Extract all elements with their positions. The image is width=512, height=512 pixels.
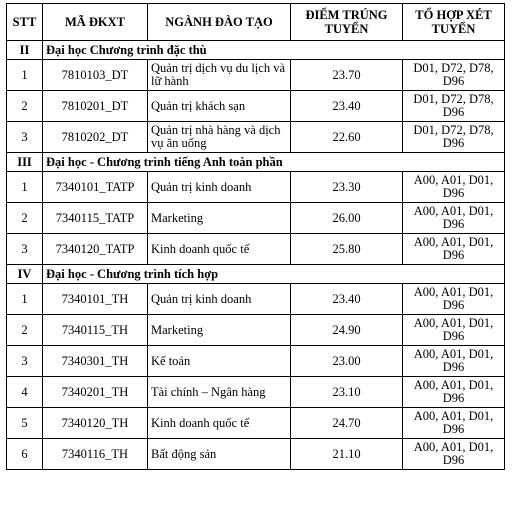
table-row xyxy=(7,172,505,203)
row-major: Quản trị kinh doanh xyxy=(148,284,291,315)
row-major: Marketing xyxy=(148,203,291,234)
row-code: 7340120_TATP xyxy=(43,234,148,265)
row-stt: 4 xyxy=(7,377,43,408)
row-stt: 3 xyxy=(7,346,43,377)
header-stt: STT xyxy=(7,4,43,41)
row-stt: 1 xyxy=(7,284,43,315)
row-score: 23.70 xyxy=(291,60,403,91)
table-body xyxy=(7,41,505,470)
row-stt: 2 xyxy=(7,203,43,234)
section-row xyxy=(7,41,505,60)
row-score: 24.90 xyxy=(291,315,403,346)
row-major: Marketing xyxy=(148,315,291,346)
table-row xyxy=(7,315,505,346)
row-stt: 1 xyxy=(7,60,43,91)
row-stt: 1 xyxy=(7,172,43,203)
row-score: 21.10 xyxy=(291,439,403,470)
row-combo: A00, A01, D01, D96 xyxy=(403,234,505,265)
row-score: 24.70 xyxy=(291,408,403,439)
row-score: 23.10 xyxy=(291,377,403,408)
row-code: 7340116_TH xyxy=(43,439,148,470)
section-row xyxy=(7,153,505,172)
row-stt: 2 xyxy=(7,91,43,122)
row-stt: 3 xyxy=(7,122,43,153)
row-code: 7340120_TH xyxy=(43,408,148,439)
row-code: 7340115_TATP xyxy=(43,203,148,234)
row-stt: 6 xyxy=(7,439,43,470)
row-combo: A00, A01, D01, D96 xyxy=(403,172,505,203)
row-combo: D01, D72, D78, D96 xyxy=(403,60,505,91)
row-code: 7810103_DT xyxy=(43,60,148,91)
row-code: 7340101_TATP xyxy=(43,172,148,203)
table-row xyxy=(7,234,505,265)
table-row xyxy=(7,203,505,234)
header-major: NGÀNH ĐÀO TẠO xyxy=(148,4,291,41)
row-code: 7810201_DT xyxy=(43,91,148,122)
row-combo: A00, A01, D01, D96 xyxy=(403,377,505,408)
row-score: 25.80 xyxy=(291,234,403,265)
row-combo: D01, D72, D78, D96 xyxy=(403,122,505,153)
table-row xyxy=(7,408,505,439)
section-title: Đại học - Chương trình tiếng Anh toàn phần xyxy=(43,153,505,172)
row-code: 7340301_TH xyxy=(43,346,148,377)
row-major: Bất động sản xyxy=(148,439,291,470)
row-code: 7810202_DT xyxy=(43,122,148,153)
table-row xyxy=(7,122,505,153)
table-row xyxy=(7,60,505,91)
table-row xyxy=(7,346,505,377)
header-code: MÃ ĐKXT xyxy=(43,4,148,41)
row-major: Kinh doanh quốc tế xyxy=(148,234,291,265)
row-stt: 3 xyxy=(7,234,43,265)
section-number: IV xyxy=(7,265,43,284)
row-code: 7340115_TH xyxy=(43,315,148,346)
row-major: Kinh doanh quốc tế xyxy=(148,408,291,439)
header-score: ĐIỂM TRÚNG TUYỂN xyxy=(291,4,403,41)
admission-scores-table xyxy=(6,3,505,470)
row-score: 23.40 xyxy=(291,91,403,122)
row-major: Quản trị khách sạn xyxy=(148,91,291,122)
section-row xyxy=(7,265,505,284)
row-combo: A00, A01, D01, D96 xyxy=(403,439,505,470)
row-score: 26.00 xyxy=(291,203,403,234)
table-row xyxy=(7,91,505,122)
header-combo: TỔ HỢP XÉT TUYỂN xyxy=(403,4,505,41)
row-major: Kế toán xyxy=(148,346,291,377)
row-combo: A00, A01, D01, D96 xyxy=(403,284,505,315)
row-score: 22.60 xyxy=(291,122,403,153)
table-row xyxy=(7,377,505,408)
row-combo: A00, A01, D01, D96 xyxy=(403,315,505,346)
row-score: 23.40 xyxy=(291,284,403,315)
table-row xyxy=(7,439,505,470)
row-code: 7340101_TH xyxy=(43,284,148,315)
row-combo: A00, A01, D01, D96 xyxy=(403,408,505,439)
row-score: 23.30 xyxy=(291,172,403,203)
row-stt: 2 xyxy=(7,315,43,346)
row-code: 7340201_TH xyxy=(43,377,148,408)
table-header xyxy=(7,4,505,41)
row-combo: D01, D72, D78, D96 xyxy=(403,91,505,122)
section-number: II xyxy=(7,41,43,60)
row-major: Tài chính – Ngân hàng xyxy=(148,377,291,408)
row-major: Quản trị kinh doanh xyxy=(148,172,291,203)
row-stt: 5 xyxy=(7,408,43,439)
row-major: Quản trị nhà hàng và dịch vụ ăn uống xyxy=(148,122,291,153)
table-row xyxy=(7,284,505,315)
row-score: 23.00 xyxy=(291,346,403,377)
row-major: Quản trị dịch vụ du lịch và lữ hành xyxy=(148,60,291,91)
row-combo: A00, A01, D01, D96 xyxy=(403,346,505,377)
section-number: III xyxy=(7,153,43,172)
section-title: Đại học Chương trình đặc thù xyxy=(43,41,505,60)
section-title: Đại học - Chương trình tích hợp xyxy=(43,265,505,284)
row-combo: A00, A01, D01, D96 xyxy=(403,203,505,234)
